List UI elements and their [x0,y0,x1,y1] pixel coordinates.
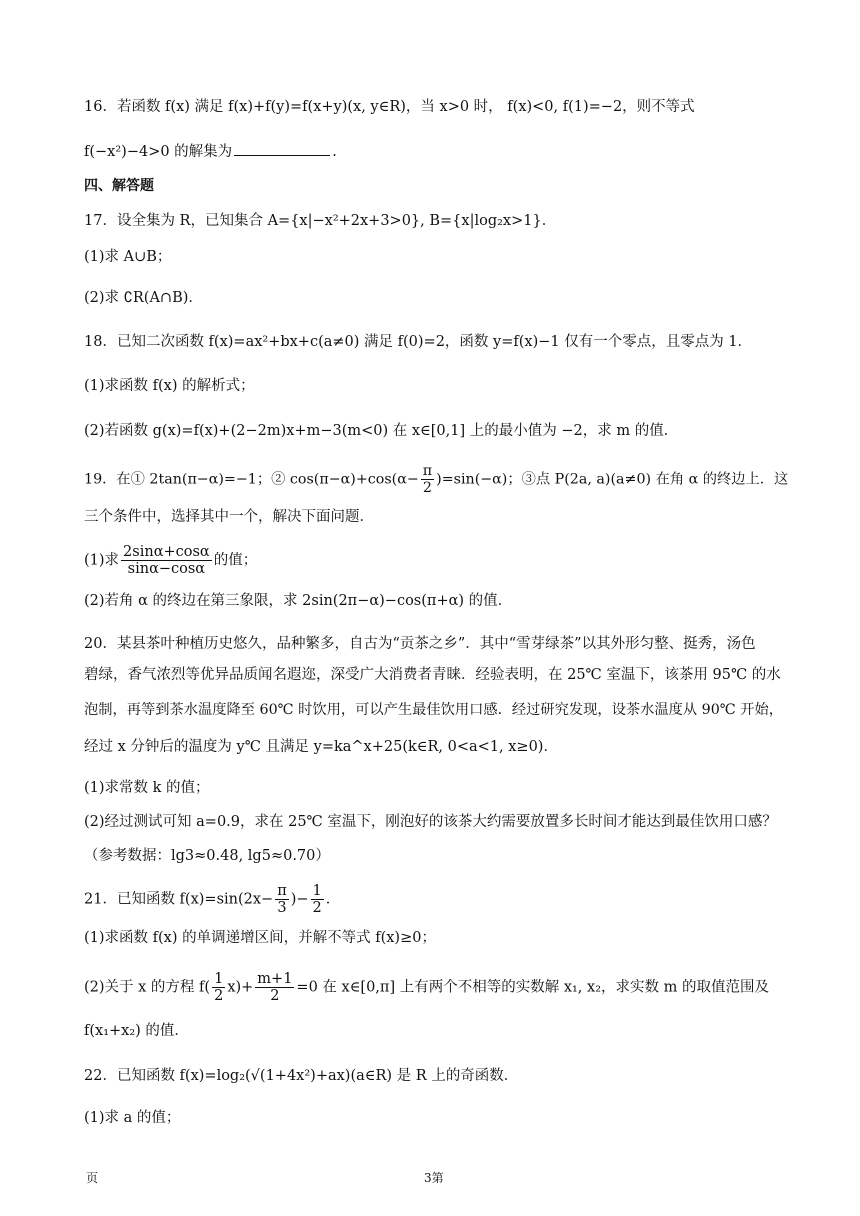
frac-num: 2sinα+cosα [123,544,210,560]
section-heading: 四、解答题 [84,178,154,194]
q22-part1: (1)求 a 的值； [84,1110,181,1126]
q18-part1: (1)求函数 f(x) 的解析式； [84,378,255,394]
q16-line2 [84,141,780,163]
frac-num: π [422,463,433,479]
q16-line1: 16．若函数 f(x) 满足 f(x)+f(y)=f(x+y)(x, y∈R)，当 x>0 时， f(x)<0, f(1)=−2，则不等式 [84,99,695,115]
frac-den: 3 [277,900,287,916]
frac-den: 2 [312,900,322,916]
frac-num: 1 [214,971,224,987]
q20-line4: 经过 x 分钟后的温度为 y℃ 且满足 y=ka^x+25(k∈R, 0<a<1, x≥0)． [84,739,558,755]
q19-stem-b: )=sin(−α)；③点 P(2a, a)(a≠0) 在角 α 的终边上．这 [436,471,789,488]
footer-left: 页 [86,1171,99,1185]
frac-den: 2 [214,988,224,1004]
frac-den: 2 [270,988,280,1004]
q19-fraction [121,544,212,577]
q17-stem: 17．设全集为 R，已知集合 A={x|−x²+2x+3>0}, B={x|log₂x>1}． [84,213,557,229]
q21-stem-b: )− [290,891,309,908]
q18-stem: 18．已知二次函数 f(x)=ax²+bx+c(a≠0) 满足 f(0)=2，函数 y=f(x)−1 仅有一个零点，且零点为 1． [84,334,753,350]
q21-part2-line2: f(x₁+x₂) 的值． [84,1023,189,1039]
q21-stem [84,883,780,916]
frac-den: 2 [422,480,432,496]
q21-part2-c: =0 在 x∈[0,π] 上有两个不相等的实数解 x₁, x₂，求实数 m 的取值范围及 [296,979,769,996]
q20-line1: 20．某县茶叶种植历史悠久，品种繁多，自古为“贡茶之乡”．其中“雪芽绿茶”以其外形匀整、挺秀，汤色 [84,636,756,652]
q21-pi-over-3 [275,883,289,916]
q21-part2-a: (2)关于 x 的方程 f( [84,979,211,996]
q19-part1-b: 的值； [213,552,258,569]
q19-pi-over-2 [421,463,434,496]
answer-blank [234,141,330,156]
q21-stem-c: ． [325,891,341,908]
q17-part1: (1)求 A∪B； [84,249,172,265]
q19-part1-a: (1)求 [84,552,120,569]
q16-line2-text: f(−x²)−4>0 的解集为 [84,144,233,160]
q19-stem-a: 19．在① 2tan(π−α)=−1；② cos(π−α)+cos(α− [84,471,419,488]
q20-part2: (2)经过测试可知 a=0.9，求在 25℃ 室温下，刚泡好的该茶大约需要放置多长时间才能达到最佳饮用口感？ [84,814,777,830]
q21-part2-b: x)+ [227,979,254,996]
q21-half-fraction [212,971,225,1004]
frac-num: m+1 [257,971,293,987]
q20-reference: （参考数据：lg3≈0.48, lg5≈0.70） [84,848,330,864]
q20-part1: (1)求常数 k 的值； [84,780,210,796]
q21-m-fraction [255,971,294,1004]
q20-line2: 碧绿，香气浓烈等优异品质闻名遐迩，深受广大消费者青睐．经验表明，在 25℃ 室温下，该茶用 95℃ 的水 [84,667,781,683]
q21-one-half [311,883,324,916]
q19-stem2: 三个条件中，选择其中一个，解决下面问题． [84,509,374,525]
frac-num: π [277,883,287,899]
q20-line3: 泡制，再等到茶水温度降至 60℃ 时饮用，可以产生最佳饮用口感．经过研究发现，设茶水温度从 90℃ 开始， [84,702,784,718]
frac-num: 1 [312,883,322,899]
q19-stem [84,463,789,496]
q21-stem-a: 21．已知函数 f(x)=sin(2x− [84,891,274,908]
q18-part2: (2)若函数 g(x)=f(x)+(2−2m)x+m−3(m<0) 在 x∈[0,1] 上的最小值为 −2，求 m 的值． [84,423,679,439]
q17-part2: (2)求 ∁R(A∩B)． [84,290,203,306]
q19-part2: (2)若角 α 的终边在第三象限，求 2sin(2π−α)−cos(π+α) 的值． [84,593,513,609]
q16-line2-end: . [332,144,337,160]
frac-den: sinα−cosα [127,561,206,577]
page-number: 3第 [424,1171,444,1185]
q21-part2 [84,971,780,1004]
q22-stem: 22．已知函数 f(x)=log₂(√(1+4x²)+ax)(a∈R) 是 R 上的奇函数． [84,1068,519,1084]
q21-part1: (1)求函数 f(x) 的单调递增区间，并解不等式 f(x)≥0； [84,930,436,946]
q19-part1 [84,544,780,577]
